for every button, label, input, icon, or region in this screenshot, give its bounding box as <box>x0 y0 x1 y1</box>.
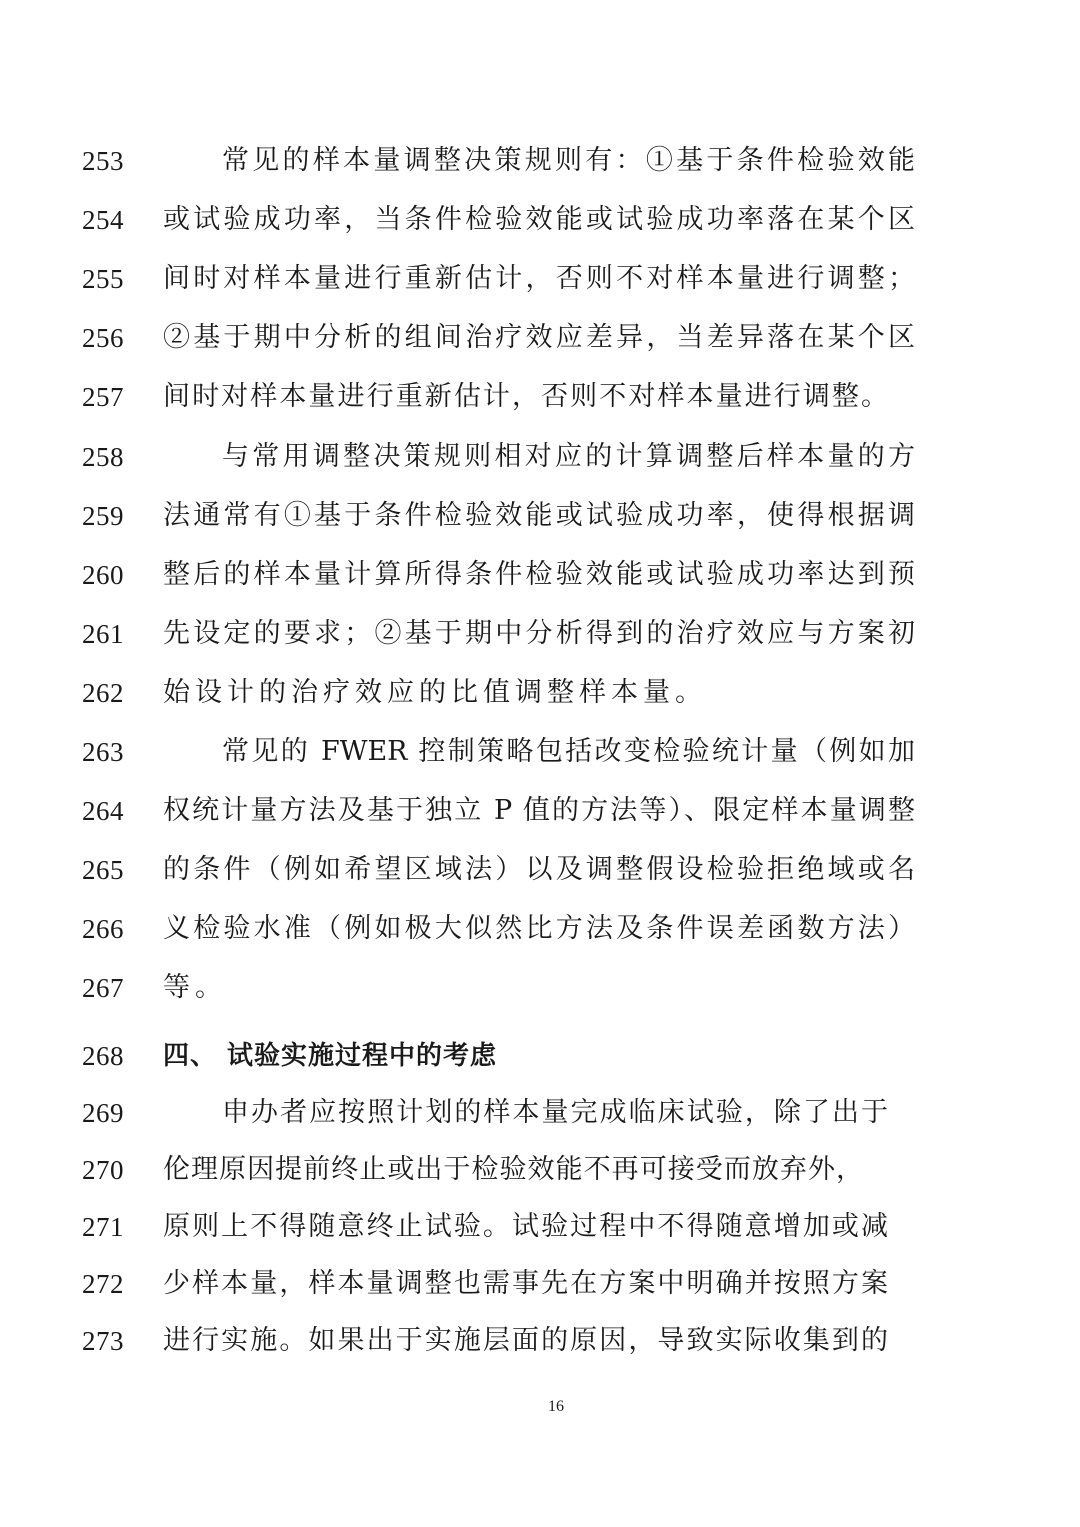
paragraph-text: 先设定的要求；②基于期中分析得到的治疗效应与方案初 <box>163 618 915 649</box>
text-line <box>0 141 1080 181</box>
text-line <box>0 1036 1080 1076</box>
paragraph-text: 原则上不得随意终止试验。试验过程中不得随意增加或减 <box>163 1211 888 1242</box>
paragraph-text: 间时对样本量进行重新估计，否则不对样本量进行调整； <box>163 263 915 294</box>
paragraph-text: 等。 <box>163 972 227 1003</box>
line-number: 267 <box>82 973 124 1003</box>
line-number: 265 <box>82 855 124 885</box>
line-number: 253 <box>82 146 124 176</box>
line-number: 258 <box>82 442 124 472</box>
line-number: 271 <box>82 1212 124 1242</box>
line-number: 269 <box>82 1098 124 1128</box>
paragraph-text: 申办者应按照计划的样本量完成临床试验，除了出于 <box>222 1097 888 1128</box>
paragraph-text: 间时对样本量进行重新估计，否则不对样本量进行调整。 <box>163 381 888 412</box>
paragraph-text: 少样本量，样本量调整也需事先在方案中明确并按照方案 <box>163 1268 888 1299</box>
line-number: 262 <box>82 678 124 708</box>
text-line <box>0 673 1080 713</box>
line-number: 273 <box>82 1326 124 1356</box>
line-number: 254 <box>82 205 124 235</box>
text-line <box>0 732 1080 772</box>
line-number: 266 <box>82 914 124 944</box>
text-line <box>0 1093 1080 1133</box>
paragraph-text: 常见的 FWER 控制策略包括改变检验统计量（例如加 <box>222 736 915 767</box>
line-number: 268 <box>82 1041 124 1071</box>
section-heading: 四、 试验实施过程中的考虑 <box>163 1041 498 1071</box>
text-line <box>0 555 1080 595</box>
paragraph-text: 法通常有①基于条件检验效能或试验成功率，使得根据调 <box>163 500 915 531</box>
text-line <box>0 1264 1080 1304</box>
text-line <box>0 968 1080 1008</box>
text-line <box>0 200 1080 240</box>
paragraph-text: 进行实施。如果出于实施层面的原因，导致实际收集到的 <box>163 1325 888 1356</box>
paragraph-text: 与常用调整决策规则相对应的计算调整后样本量的方 <box>222 441 915 472</box>
text-line <box>0 437 1080 477</box>
text-line <box>0 614 1080 654</box>
paragraph-text: 始设计的治疗效应的比值调整样本量。 <box>163 677 707 708</box>
text-line <box>0 1321 1080 1361</box>
paragraph-text: 或试验成功率，当条件检验效能或试验成功率落在某个区 <box>163 204 915 235</box>
paragraph-text: 伦理原因提前终止或出于检验效能不再可接受而放弃外， <box>163 1154 863 1185</box>
line-number: 263 <box>82 737 124 767</box>
text-line <box>0 850 1080 890</box>
text-line <box>0 1207 1080 1247</box>
text-line <box>0 318 1080 358</box>
paragraph-text: 常见的样本量调整决策规则有：①基于条件检验效能 <box>222 145 915 176</box>
line-number: 257 <box>82 382 124 412</box>
text-line <box>0 496 1080 536</box>
paragraph-text: 的条件（例如希望区域法）以及调整假设检验拒绝域或名 <box>163 854 915 885</box>
text-line <box>0 1150 1080 1190</box>
line-number: 259 <box>82 501 124 531</box>
paragraph-text: 权统计量方法及基于独立 P 值的方法等）、限定样本量调整 <box>163 795 915 826</box>
paragraph-text: 整后的样本量计算所得条件检验效能或试验成功率达到预 <box>163 559 915 590</box>
line-number: 255 <box>82 264 124 294</box>
text-line <box>0 377 1080 417</box>
line-number: 270 <box>82 1155 124 1185</box>
paragraph-text: 义检验水准（例如极大似然比方法及条件误差函数方法） <box>163 913 915 944</box>
text-line <box>0 259 1080 299</box>
text-line <box>0 909 1080 949</box>
line-number: 260 <box>82 560 124 590</box>
paragraph-text: ②基于期中分析的组间治疗效应差异，当差异落在某个区 <box>163 322 915 353</box>
line-number: 256 <box>82 323 124 353</box>
text-line <box>0 791 1080 831</box>
line-number: 272 <box>82 1269 124 1299</box>
line-number: 264 <box>82 796 124 826</box>
line-number: 261 <box>82 619 124 649</box>
page-number: 16 <box>548 1398 564 1415</box>
